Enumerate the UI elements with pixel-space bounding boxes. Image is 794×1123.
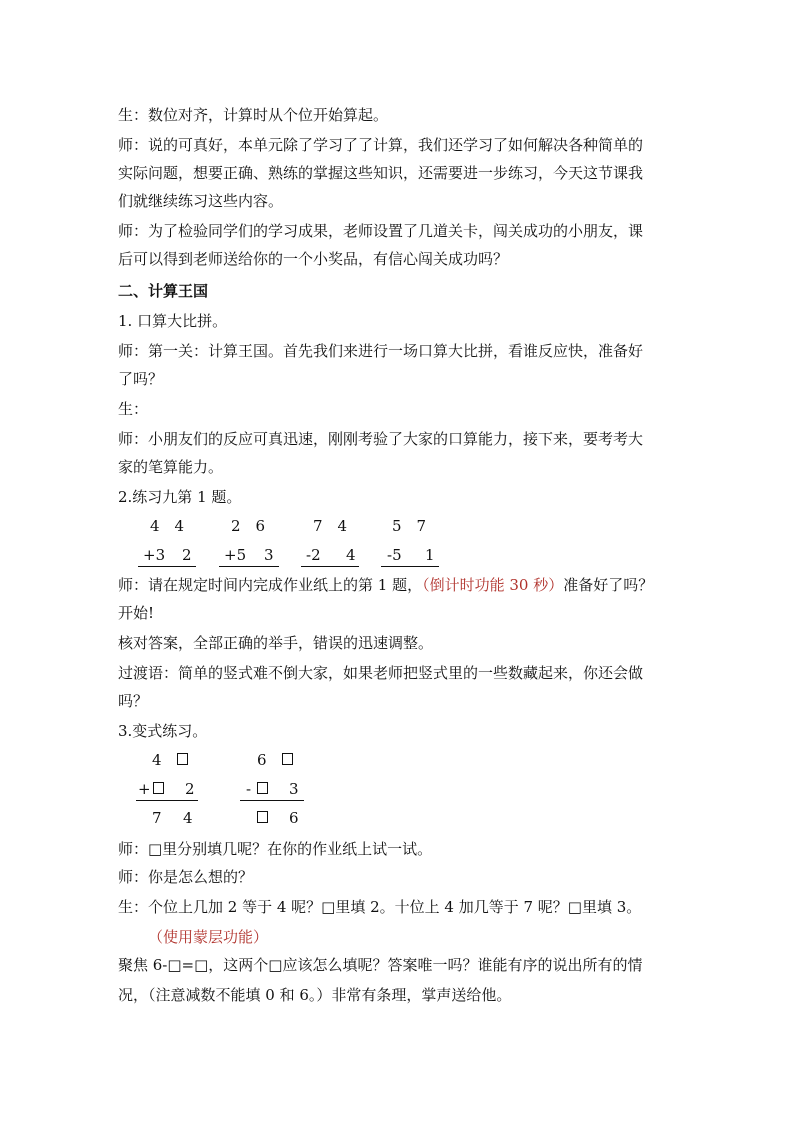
paragraph-line: 师：为了检验同学们的学习成果，老师设置了几道关卡，闯关成功的小朋友，课 — [118, 222, 644, 240]
problem-top-digits: 5 7 — [392, 517, 427, 535]
instruction-text: 师：请在规定时间内完成作业纸上的第 1 题， — [118, 576, 423, 594]
blank-box — [257, 782, 268, 794]
paragraph-line: 后可以得到老师送给你的一个小奖品，有信心闯关成功吗？ — [118, 250, 509, 268]
ones-digit: 3 — [289, 780, 299, 798]
paragraph-line: 核对答案，全部正确的举手，错误的迅速调整。 — [118, 634, 434, 652]
sum-line — [301, 566, 359, 567]
tens-digit: 4 — [152, 751, 162, 769]
blank-box — [177, 753, 188, 765]
blank-box — [257, 811, 268, 823]
paragraph-line: 生： — [118, 400, 149, 418]
mask-feature-note: （使用蒙层功能） — [148, 928, 269, 946]
problem-bottom-digit: 2 — [182, 546, 192, 564]
paragraph-line: 吗？ — [118, 692, 149, 710]
paragraph-line: 家的笔算能力。 — [118, 458, 224, 476]
paragraph-line: 开始! — [118, 604, 155, 622]
paragraph-line: 师：说的可真好，本单元除了学习了了计算，我们还学习了如何解决各种简单的 — [118, 136, 644, 154]
paragraph-line: 实际问题，想要正确、熟练的掌握这些知识，还需要进一步练习，今天这节课我 — [118, 164, 644, 182]
problem-top-digits: 2 6 — [231, 517, 266, 535]
difference-line — [240, 800, 304, 801]
countdown-note: （倒计时功能 30 秒） — [422, 576, 564, 594]
sum-line — [136, 800, 198, 801]
problem-top-digits: 7 4 — [313, 517, 348, 535]
tens-digit: 6 — [257, 751, 267, 769]
paragraph-line: 2.练习九第 1 题。 — [118, 488, 242, 506]
result-ones: 4 — [183, 809, 193, 827]
paragraph-line: 3.变式练习。 — [118, 722, 208, 740]
problem-bottom-digit: 1 — [425, 546, 435, 564]
sum-line — [219, 566, 279, 567]
paragraph-line: 师：□里分别填几呢？在你的作业纸上试一试。 — [118, 840, 433, 858]
paragraph-line — [118, 575, 678, 595]
section-heading: 二、计算王国 — [118, 282, 209, 300]
problem-bottom-digit: 3 — [264, 546, 274, 564]
problem-operator: +3 — [143, 546, 166, 564]
problem-operator: +5 — [224, 546, 247, 564]
paragraph-line: 况，（注意减数不能填 0 和 6。）非常有条理，掌声送给他。 — [118, 986, 512, 1004]
paragraph-line: 生：个位上几加 2 等于 4 呢？□里填 2。十位上 4 加几等于 7 呢？□里填 3。 — [118, 898, 642, 916]
problem-top-digits: 4 4 — [150, 517, 185, 535]
paragraph-line: 1. 口算大比拼。 — [118, 312, 228, 330]
problem-operator: - — [246, 780, 252, 798]
problem-bottom-digit: 4 — [346, 546, 356, 564]
paragraph-line: 生：数位对齐，计算时从个位开始算起。 — [118, 106, 389, 124]
blank-box — [153, 782, 164, 794]
result-ones: 6 — [289, 809, 299, 827]
paragraph-line: 师：第一关：计算王国。首先我们来进行一场口算大比拼，看谁反应快，准备好 — [118, 342, 644, 360]
blank-box — [282, 753, 293, 765]
problem-operator: + — [138, 780, 151, 798]
paragraph-line: 聚焦 6-□=□，这两个□应该怎么填呢？答案唯一吗？谁能有序的说出所有的情 — [118, 956, 643, 974]
sum-line — [381, 566, 439, 567]
paragraph-line: 师：你是怎么想的？ — [118, 868, 254, 886]
problem-operator: -5 — [387, 546, 402, 564]
paragraph-line: 过渡语：简单的竖式难不倒大家，如果老师把竖式里的一些数藏起来，你还会做 — [118, 664, 644, 682]
ready-question: 准备好了吗？ — [563, 576, 654, 594]
problem-operator: -2 — [306, 546, 321, 564]
ones-digit: 2 — [185, 780, 195, 798]
paragraph-line: 师：小朋友们的反应可真迅速，刚刚考验了大家的口算能力，接下来，要考考大 — [118, 430, 644, 448]
result-tens: 7 — [152, 809, 162, 827]
paragraph-line: 了吗？ — [118, 370, 164, 388]
paragraph-line: 们就继续练习这些内容。 — [118, 192, 284, 210]
sum-line — [138, 566, 196, 567]
